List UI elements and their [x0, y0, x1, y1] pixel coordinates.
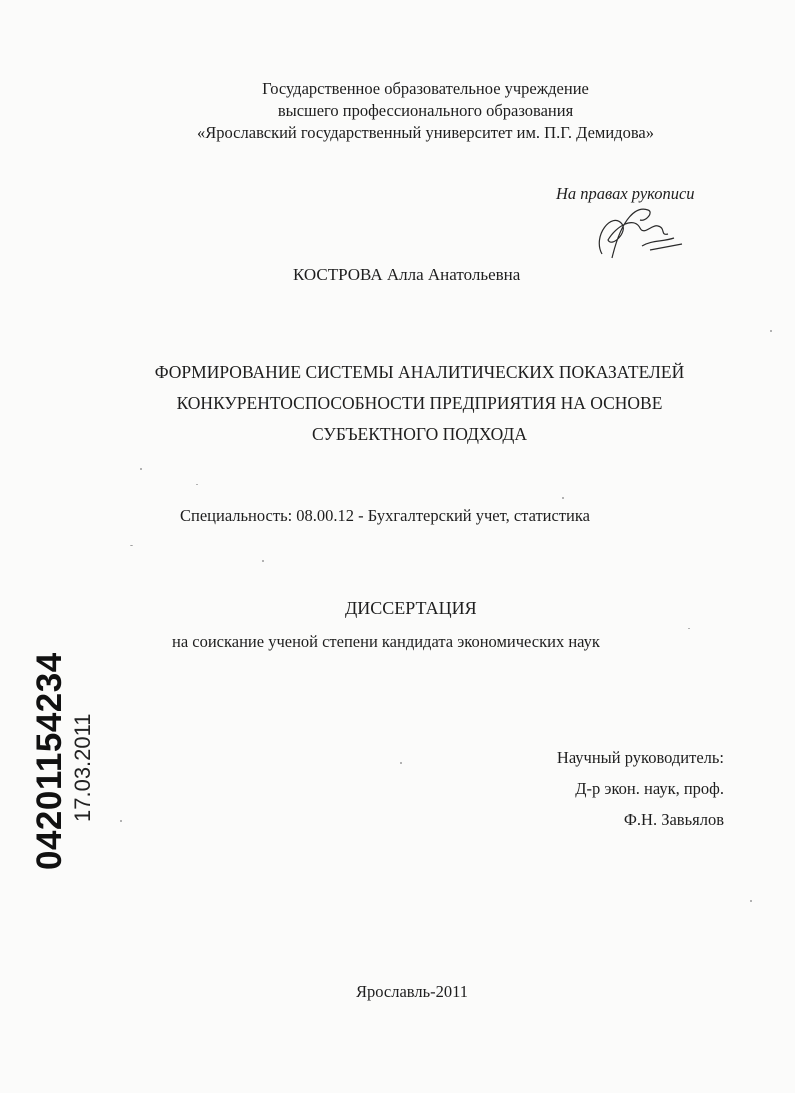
institution-line-1: Государственное образовательное учреждение	[262, 79, 589, 98]
manuscript-note: На правах рукописи	[556, 184, 695, 203]
scan-speck	[120, 820, 122, 822]
scan-speck	[688, 628, 690, 629]
institution-header	[28, 78, 795, 144]
institution-line-2: высшего профессионального образования	[277, 101, 574, 120]
scan-speck	[130, 545, 133, 546]
scan-speck	[196, 484, 198, 485]
supervisor-name: Ф.Н. Завьялов	[623, 810, 724, 829]
title-line-1: ФОРМИРОВАНИЕ СИСТЕМЫ АНАЛИТИЧЕСКИХ ПОКАЗАТЕЛЕЙ	[154, 362, 685, 382]
stamp-number: 04201154234	[30, 652, 69, 870]
supervisor-label: Научный руководитель:	[556, 748, 724, 767]
stamp-date: 17.03.2011	[70, 713, 95, 822]
dissertation-title	[22, 357, 795, 450]
document-type: ДИССЕРТАЦИЯ	[345, 598, 477, 618]
city-year: Ярославль-2011	[356, 982, 469, 1001]
supervisor-degree: Д-р экон. наук, проф.	[575, 779, 724, 798]
specialty: Специальность: 08.00.12 - Бухгалтерский учет, статистика	[180, 506, 590, 525]
author-name: КОСТРОВА Алла Анатольевна	[293, 265, 521, 284]
supervisor-block	[557, 742, 724, 835]
scan-speck	[400, 762, 402, 764]
degree-sought: на соискание ученой степени кандидата экономических наук	[172, 632, 600, 651]
handwritten-signature	[582, 196, 692, 266]
scan-speck	[262, 560, 264, 562]
scan-speck	[140, 468, 142, 470]
scan-speck	[750, 900, 752, 902]
title-line-3: СУБЪЕКТНОГО ПОДХОДА	[311, 424, 528, 444]
institution-line-3: «Ярославский государственный университет им. П.Г. Демидова»	[197, 123, 654, 142]
scan-speck	[770, 330, 772, 332]
scan-speck	[562, 497, 564, 499]
title-line-2: КОНКУРЕНТОСПОСОБНОСТИ ПРЕДПРИЯТИЯ НА ОСНОВЕ	[176, 393, 663, 413]
